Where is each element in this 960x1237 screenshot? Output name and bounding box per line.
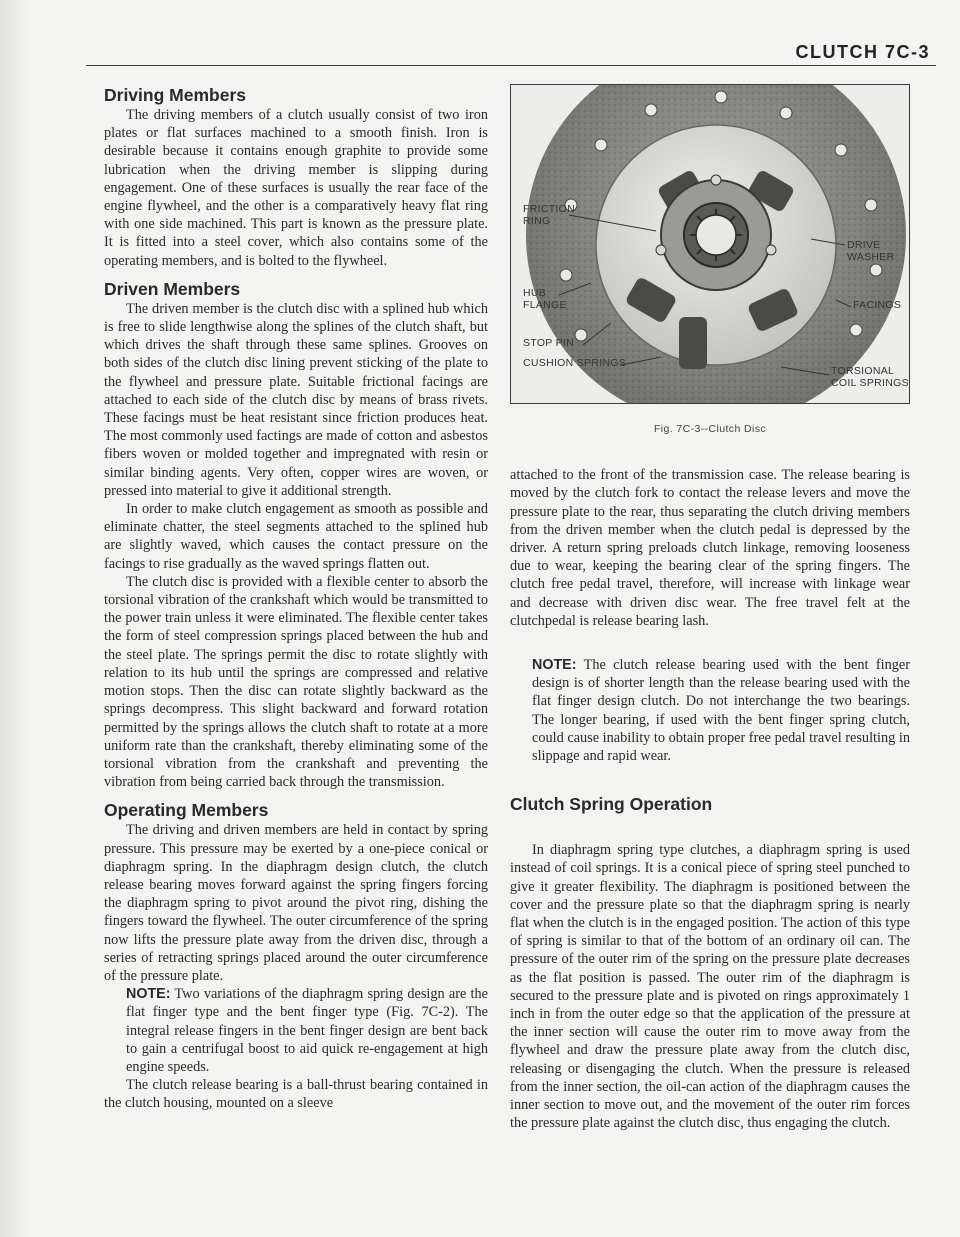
heading-driven-members: Driven Members bbox=[104, 278, 241, 299]
note-text-right: The clutch release bearing used with the bent finger design is of shorter length than the release bearing used with the flat finger design clutch. Do not interchange the two bearings. The longer bearing, if used with the bent finger spring clutch, could cause inability to obtain proper free pedal travel resulting in slippage and rapid wear. bbox=[532, 657, 910, 765]
label-facings: FACINGS bbox=[853, 299, 902, 311]
note-text: Two variations of the diaphragm spring design are the flat finger type and the bent finger type (Fig. 7C-2). The integral release fingers in the bent finger design are bent back to gain a centrifugal boost to aid quick re-engagement at high engine speeds. bbox=[126, 986, 488, 1075]
right-column bbox=[510, 84, 910, 1133]
note-label: NOTE: bbox=[126, 986, 171, 1003]
release-bearing-note bbox=[532, 656, 910, 765]
label-friction-ring: FRICTION RING bbox=[523, 203, 575, 227]
driving-members-paragraph: The driving members of a clutch usually consist of two iron plates or flat surfaces machined to a smooth finish. Iron is desirable because it contains enough graphite to provide some lubrication when the driving member is slipping during engagement. One of these surfaces is usually the rear face of the engine flywheel, and the other is a comparatively heavy flat ring with one side machined. This part is known as the pressure plate. It is fitted into a steel cover, which also contains some of the operating members, and is bolted to the flywheel. bbox=[104, 107, 488, 269]
label-drive-washer: DRIVE WASHER bbox=[847, 239, 895, 263]
left-column bbox=[104, 84, 488, 1113]
heading-clutch-spring-operation: Clutch Spring Operation bbox=[510, 794, 713, 815]
label-torsional-coil-springs: TORSIONAL COIL SPRINGS bbox=[831, 365, 909, 389]
driven-members-paragraph-2: In order to make clutch engagement as smooth as possible and eliminate chatter, the steel segments attached to the splined hub are slightly waved, which causes the contact pressure on the facings to rise gradually as the waved springs flatten out. bbox=[104, 501, 488, 572]
label-hub-flange: HUB FLANGE bbox=[523, 287, 567, 311]
operating-members-paragraph-1: The driving and driven members are held in contact by spring pressure. This pressure may be exerted by a one-piece conical or diaphragm spring. In the diaphragm design clutch, the clutch release bearing moves forward against the spring fingers forcing the diaphragm spring to pivot around the pivot ring, dishing the fingers toward the flywheel. The outer circumference of the spring now lifts the pressure plate away from the driven disc, through a series of retracting springs placed around the outer circumference of the pressure plate. bbox=[104, 822, 488, 984]
note-label-right: NOTE: bbox=[532, 657, 577, 674]
heading-operating-members: Operating Members bbox=[104, 800, 269, 821]
label-cushion-springs: CUSHION SPRINGS bbox=[523, 357, 627, 369]
page-header bbox=[86, 42, 936, 66]
driven-members-paragraph-1: The driven member is the clutch disc with a splined hub which is free to slide lengthwise along the splines of the clutch shaft, but which drives the shaft through these same splines. Grooves on both sides of the clutch disc lining prevent sticking of the plate to the flywheel and pressure plate. Suitable frictional facings are attached to each side of the clutch disc by means of brass rivets. These facings must be heat resistant since friction produces heat. The most commonly used factings are made of cotton and asbestos fibers woven or molded together and impregnated with resin or similar binding agents. Very often, copper wires are woven, or pressed into material to give it additional strength. bbox=[104, 300, 488, 499]
label-stop-pin: STOP PIN bbox=[523, 337, 575, 349]
spring-operation-paragraph: In diaphragm spring type clutches, a diaphragm spring is used instead of coil springs. It is a conical piece of spring steel punched to give it greater flexibility. The diaphragm is positioned between the cover and the pressure plate so that the diaphragm spring is nearly flat when the clutch is in the engaged position. The action of this type of spring is similar to that of the bottom of an ordinary oil can. The pressure of the outer rim of the spring on the pressure plate decreases as the flat position is passed. The outer rim of the diaphragm is secured to the pressure plate and is pivoted on rings approximately 1 inch in from the outer edge so that the application of the pressure at the inner section will cause the outer rim to move away from the flywheel and draw the pressure plate away from the clutch disc, releasing or disengaging the clutch. When the pressure is released from the inner section, the oil-can action of the diaphragm causes the inner section to move out, and the movement of the outer rim forces the pressure plate against the clutch disc, thus engaging the clutch. bbox=[510, 842, 910, 1132]
clutch-disc-figure bbox=[510, 84, 910, 404]
operating-note bbox=[126, 985, 488, 1076]
heading-driving-members: Driving Members bbox=[104, 85, 246, 105]
header-rule bbox=[86, 65, 936, 67]
right-paragraph-1: attached to the front of the transmission case. The release bearing is moved by the clutch fork to contact the release levers and move the pressure plate to the rear, thus separating the clutch driving members from the driven member when the clutch pedal is depressed by the driver. A return spring preloads clutch linkage, removing looseness due to wear, keeping the bearing clear of the spring fingers. The clutch free pedal travel, therefore, will increase with linkage wear and decrease with driven disc wear. The free travel felt at the clutchpedal is release bearing lash. bbox=[510, 467, 910, 629]
page-binding-edge bbox=[0, 0, 28, 1237]
figure-caption: Fig. 7C-3--Clutch Disc bbox=[653, 423, 767, 435]
driven-members-paragraph-3: The clutch disc is provided with a flexible center to absorb the torsional vibration of the crankshaft which would be transmitted to the power train unless it were eliminated. The flexible center takes the form of steel compression springs placed between the hub and the steel plate. The springs permit the disc to rotate slightly with relation to its hub until the springs are compressed and relative motion stops. Then the disc can rotate slightly backward as the springs decompress. This slight backward and forward rotation permitted by the springs allows the clutch shaft to rotate at a more uniform rate than the crankshaft, thereby eliminating some of the torsional vibration from the crankshaft and preventing the vibration from being carried back through the transmission. bbox=[104, 573, 488, 791]
operating-members-paragraph-2: The clutch release bearing is a ball-thrust bearing contained in the clutch housing, mounted on a sleeve bbox=[104, 1077, 488, 1112]
page-title: CLUTCH 7C-3 bbox=[795, 42, 930, 62]
